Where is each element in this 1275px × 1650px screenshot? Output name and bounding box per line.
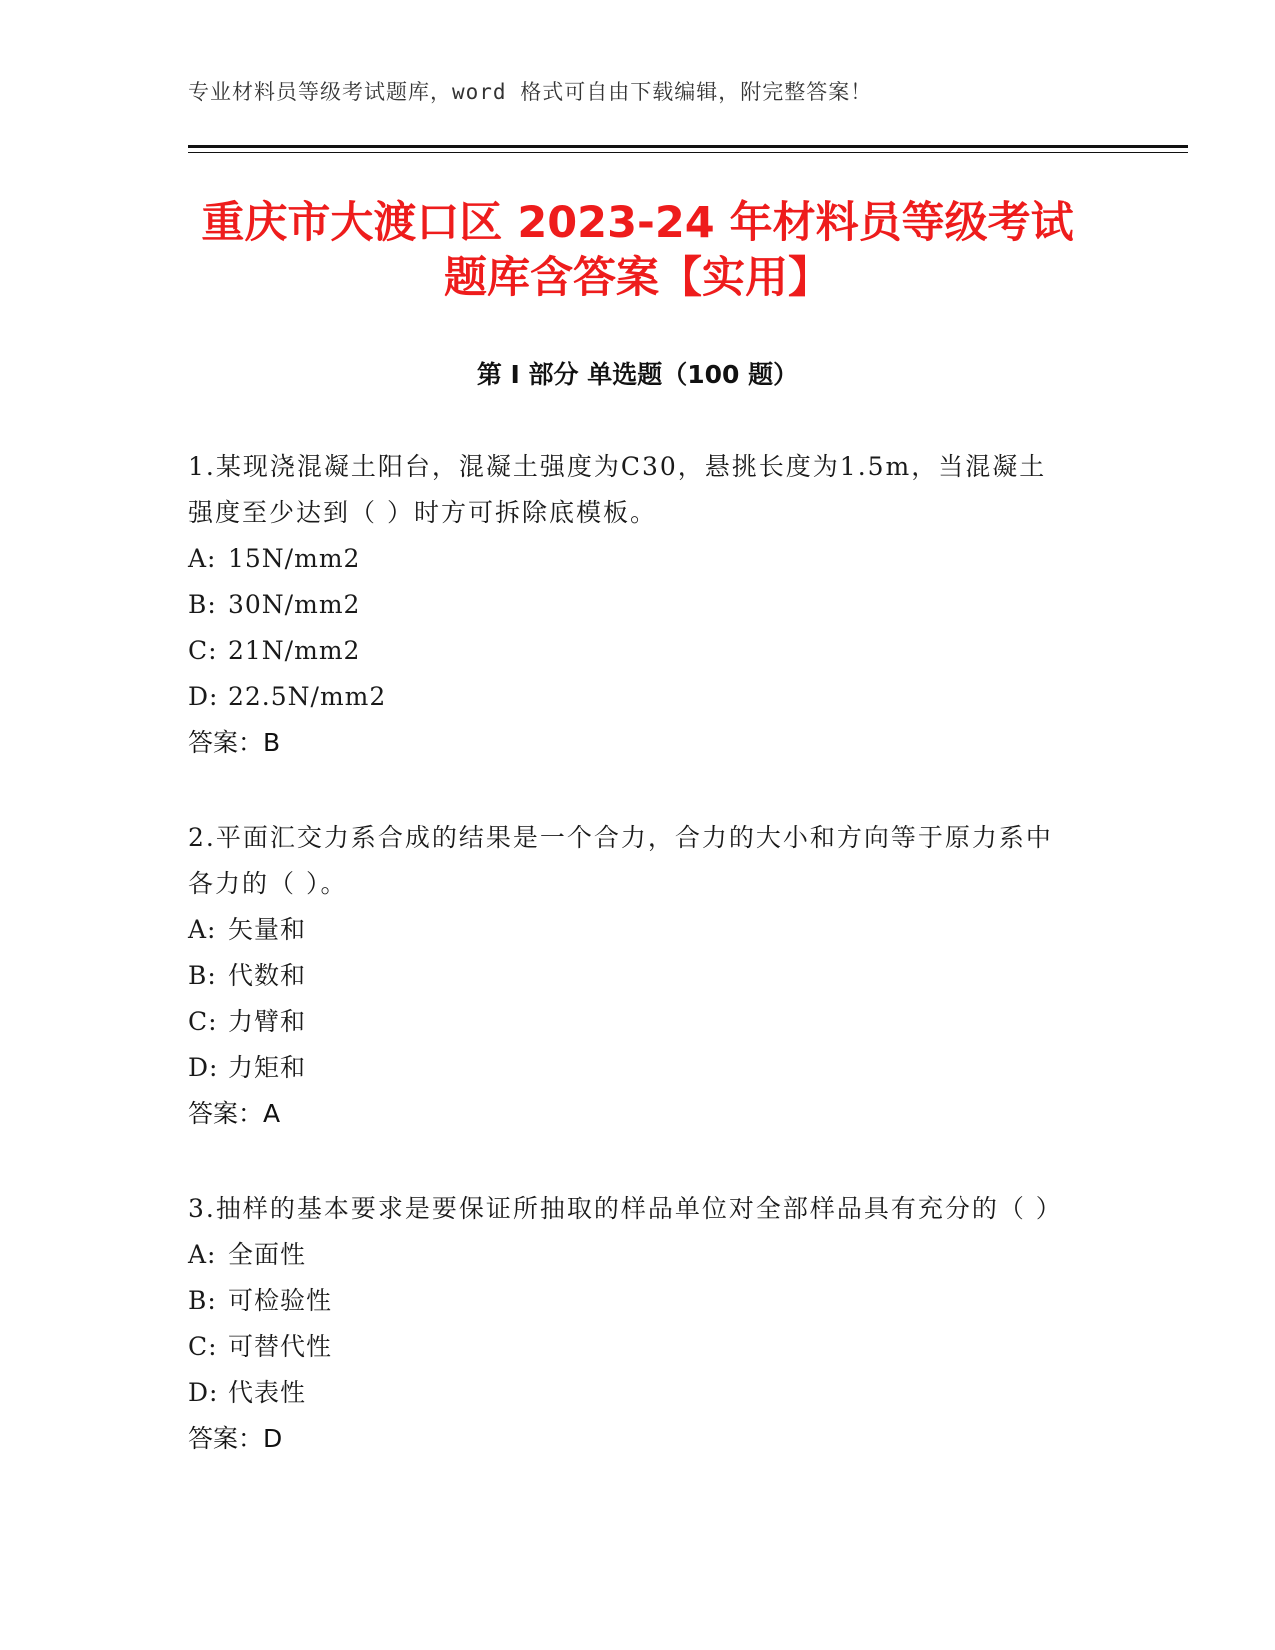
section-heading: 第 I 部分 单选题（100 题） — [476, 360, 799, 389]
question-item — [188, 1186, 1068, 1462]
option-text: 21N/mm2 — [228, 636, 361, 665]
answer-value: A — [263, 1099, 281, 1128]
answer-line — [188, 1416, 1068, 1462]
option-c — [188, 628, 1068, 674]
question-item — [188, 444, 1068, 766]
answer-label: 答案： — [188, 1099, 264, 1128]
option-letter: A: — [188, 544, 217, 573]
option-text: 22.5N/mm2 — [228, 682, 387, 711]
header-rule-thin — [188, 152, 1188, 153]
option-c — [188, 999, 1068, 1045]
document-title-line-2: 题库含答案【实用】 — [444, 253, 831, 303]
option-a — [188, 1232, 1068, 1278]
answer-line — [188, 720, 1068, 766]
document-title — [150, 196, 1125, 306]
option-a — [188, 536, 1068, 582]
option-letter: B: — [188, 590, 217, 619]
option-letter: A: — [188, 1240, 217, 1269]
question-stem: 3.抽样的基本要求是要保证所抽取的样品单位对全部样品具有充分的（ ） — [188, 1194, 1063, 1223]
option-letter: A: — [188, 915, 217, 944]
option-b — [188, 953, 1068, 999]
answer-value: D — [263, 1424, 283, 1453]
header-rule-thick — [188, 145, 1188, 148]
option-text: 矢量和 — [228, 915, 307, 944]
option-letter: D: — [188, 1053, 219, 1082]
option-text: 可检验性 — [228, 1286, 333, 1315]
option-d — [188, 1370, 1068, 1416]
option-letter: B: — [188, 961, 217, 990]
option-text: 代表性 — [228, 1378, 307, 1407]
answer-value: B — [263, 728, 281, 757]
header-note: 专业材料员等级考试题库，word 格式可自由下载编辑，附完整答案！ — [188, 80, 873, 104]
option-d — [188, 1045, 1068, 1091]
option-text: 可替代性 — [228, 1332, 333, 1361]
option-text: 代数和 — [228, 961, 307, 990]
document-title-line-1: 重庆市大渡口区 2023-24 年材料员等级考试 — [201, 198, 1074, 248]
option-letter: C: — [188, 636, 218, 665]
option-letter: D: — [188, 682, 219, 711]
option-c — [188, 1324, 1068, 1370]
option-b — [188, 1278, 1068, 1324]
option-d — [188, 674, 1068, 720]
question-item — [188, 815, 1068, 1137]
question-list — [188, 444, 1068, 1511]
option-letter: B: — [188, 1286, 217, 1315]
question-stem: 1.某现浇混凝土阳台，混凝土强度为C30，悬挑长度为1.5m，当混凝土强度至少达到（ ）时方可拆除底模板。 — [188, 452, 1047, 527]
option-text: 15N/mm2 — [228, 544, 361, 573]
answer-label: 答案： — [188, 1424, 264, 1453]
option-a — [188, 907, 1068, 953]
option-text: 全面性 — [228, 1240, 307, 1269]
question-stem: 2.平面汇交力系合成的结果是一个合力，合力的大小和方向等于原力系中各力的（ ）。 — [188, 823, 1053, 898]
answer-label: 答案： — [188, 728, 264, 757]
option-letter: D: — [188, 1378, 219, 1407]
answer-line — [188, 1091, 1068, 1137]
option-b — [188, 582, 1068, 628]
option-letter: C: — [188, 1332, 218, 1361]
option-letter: C: — [188, 1007, 218, 1036]
option-text: 30N/mm2 — [228, 590, 361, 619]
option-text: 力矩和 — [228, 1053, 307, 1082]
option-text: 力臂和 — [228, 1007, 307, 1036]
